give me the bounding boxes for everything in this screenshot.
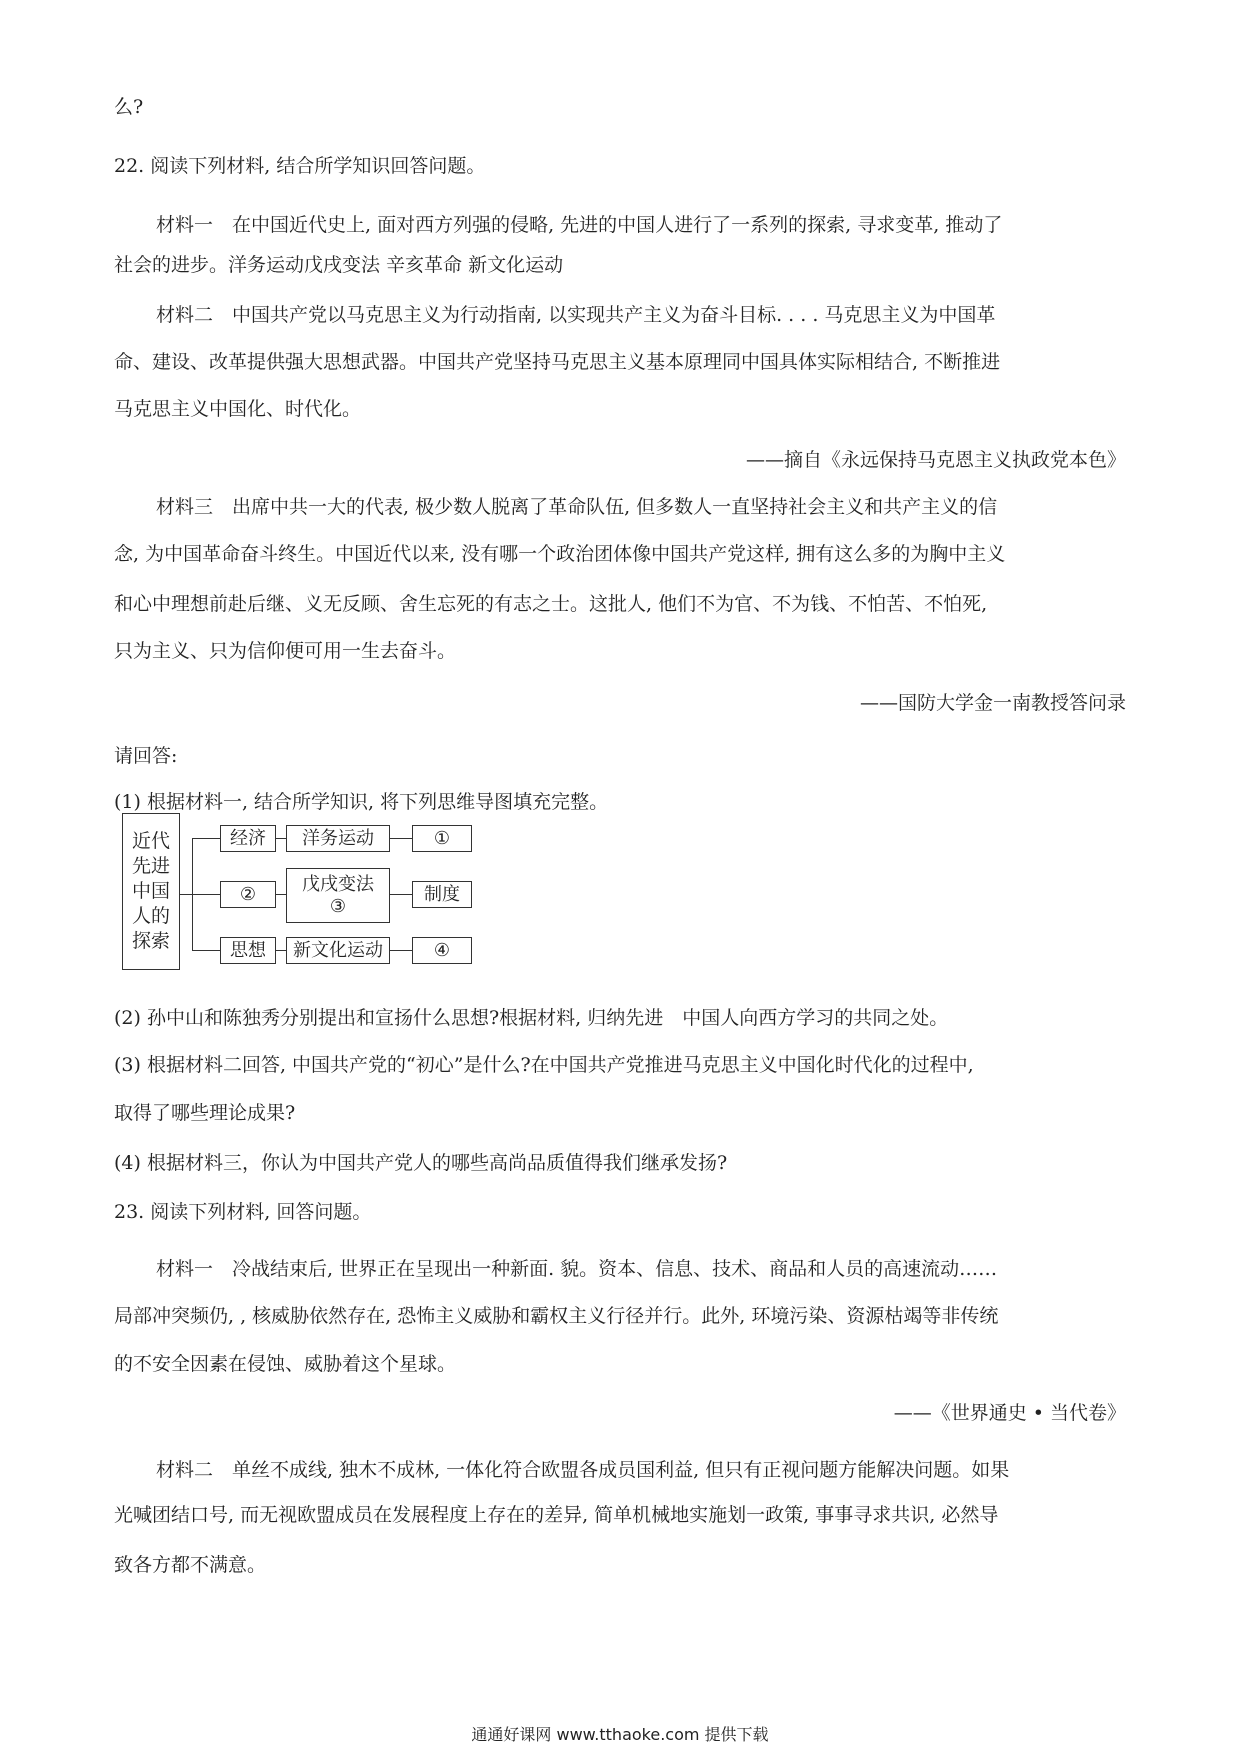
text-line: 命、建设、改革提供强大思想武器。中国共产党坚持马克思主义基本原理同中国具体实际相结合, 不断推进 bbox=[114, 351, 1001, 373]
text-line: 材料一 在中国近代史上, 面对西方列强的侵略, 先进的中国人进行了一系列的探索, 寻求变革, 推动了 bbox=[156, 214, 1003, 236]
text-line: 只为主义、只为信仰便可用一生去奋斗。 bbox=[114, 640, 457, 662]
text-line: 请回答: bbox=[114, 745, 178, 767]
text-line: 光喊团结口号, 而无视欧盟成员在发展程度上存在的差异, 简单机械地实施划一政策, 事事寻求共识, 必然导 bbox=[114, 1504, 999, 1526]
source-citation: ——《世界通史 • 当代卷》 bbox=[893, 1402, 1126, 1424]
mindmap-blank-2: ② bbox=[220, 881, 276, 908]
mindmap-new-culture: 新文化运动 bbox=[286, 937, 390, 964]
mindmap-reform-1898 bbox=[286, 868, 390, 923]
sub-question-2: (2) 孙中山和陈独秀分别提出和宣扬什么思想?根据材料, 归纳先进 中国人向西方学习的共同之处。 bbox=[114, 1007, 949, 1029]
connector bbox=[276, 894, 286, 895]
mindmap-blank-1: ① bbox=[412, 825, 472, 852]
question-23-heading: 23. 阅读下列材料, 回答问题。 bbox=[114, 1201, 372, 1223]
connector bbox=[276, 838, 286, 839]
mind-map bbox=[122, 808, 500, 976]
text-line: 念, 为中国革命奋斗终生。中国近代以来, 没有哪一个政治团体像中国共产党这样, 拥有这么多的为胸中主义 bbox=[114, 543, 1006, 565]
mindmap-blank-3: ③ bbox=[329, 895, 347, 917]
text-line: 马克思主义中国化、时代化。 bbox=[114, 398, 362, 420]
text-line: 材料二 中国共产党以马克思主义为行动指南, 以实现共产主义为奋斗目标. . . . 马克思主义为中国革 bbox=[156, 304, 996, 326]
root-line: 人的 bbox=[131, 905, 170, 927]
root-line: 中国 bbox=[131, 880, 170, 902]
text-line: 材料三 出席中共一大的代表, 极少数人脱离了革命队伍, 但多数人一直坚持社会主义和共产主义的信 bbox=[156, 496, 998, 518]
text-line: 材料一 冷战结束后, 世界正在呈现出一种新面. 貌。资本、信息、技术、商品和人员的高速流动…… bbox=[156, 1258, 998, 1280]
text-line: 取得了哪些理论成果? bbox=[114, 1102, 296, 1124]
source-citation: ——国防大学金一南教授答问录 bbox=[859, 692, 1126, 714]
text-line: 么? bbox=[114, 96, 144, 118]
text-line: 材料二 单丝不成线, 独木不成林, 一体化符合欧盟各成员国利益, 但只有正视问题方能解决问题。如果 bbox=[156, 1459, 1010, 1481]
root-line: 近代 bbox=[131, 830, 170, 852]
connector bbox=[192, 950, 220, 951]
text-line: 社会的进步。洋务运动戊戌变法 辛亥革命 新文化运动 bbox=[114, 254, 564, 276]
sub-question-3: (3) 根据材料二回答, 中国共产党的“初心”是什么?在中国共产党推进马克思主义中国化时代化的过程中, bbox=[114, 1054, 974, 1076]
connector bbox=[390, 950, 412, 951]
connector bbox=[192, 838, 220, 839]
text-line: 的不安全因素在侵蚀、威胁着这个星球。 bbox=[114, 1353, 457, 1375]
mindmap-root bbox=[122, 813, 180, 970]
mindmap-westernization: 洋务运动 bbox=[286, 825, 390, 852]
sub-question-1: (1) 根据材料一, 结合所学知识, 将下列思维导图填充完整。 bbox=[114, 791, 609, 813]
root-line: 先进 bbox=[131, 855, 170, 877]
text-line: 致各方都不满意。 bbox=[114, 1554, 267, 1576]
text-line: 局部冲突频仍, , 核威胁依然存在, 恐怖主义威胁和霸权主义行径并行。此外, 环境污染、资源枯竭等非传统 bbox=[114, 1305, 999, 1327]
mindmap-blank-4: ④ bbox=[412, 937, 472, 964]
sub-question-4: (4) 根据材料三，你认为中国共产党人的哪些高尚品质值得我们继承发扬? bbox=[114, 1152, 728, 1174]
mindmap-institution: 制度 bbox=[412, 881, 472, 908]
connector bbox=[390, 894, 412, 895]
mindmap-economy: 经济 bbox=[220, 825, 276, 852]
root-line: 探索 bbox=[131, 930, 170, 952]
connector bbox=[390, 838, 412, 839]
text-line: 和心中理想前赴后继、义无反顾、舍生忘死的有志之士。这批人, 他们不为官、不为钱、不怕苦、不怕死, bbox=[114, 593, 988, 615]
source-citation: ——摘自《永远保持马克恩主义执政党本色》 bbox=[745, 449, 1126, 471]
connector bbox=[192, 894, 220, 895]
footer-watermark: 通通好课网 www.tthaoke.com 提供下载 bbox=[471, 1725, 769, 1744]
question-22-heading: 22. 阅读下列材料, 结合所学知识回答问题。 bbox=[114, 155, 486, 177]
reform-label: 戊戌变法 bbox=[302, 873, 374, 895]
connector bbox=[276, 950, 286, 951]
mindmap-thought: 思想 bbox=[220, 937, 276, 964]
connector bbox=[180, 894, 192, 895]
